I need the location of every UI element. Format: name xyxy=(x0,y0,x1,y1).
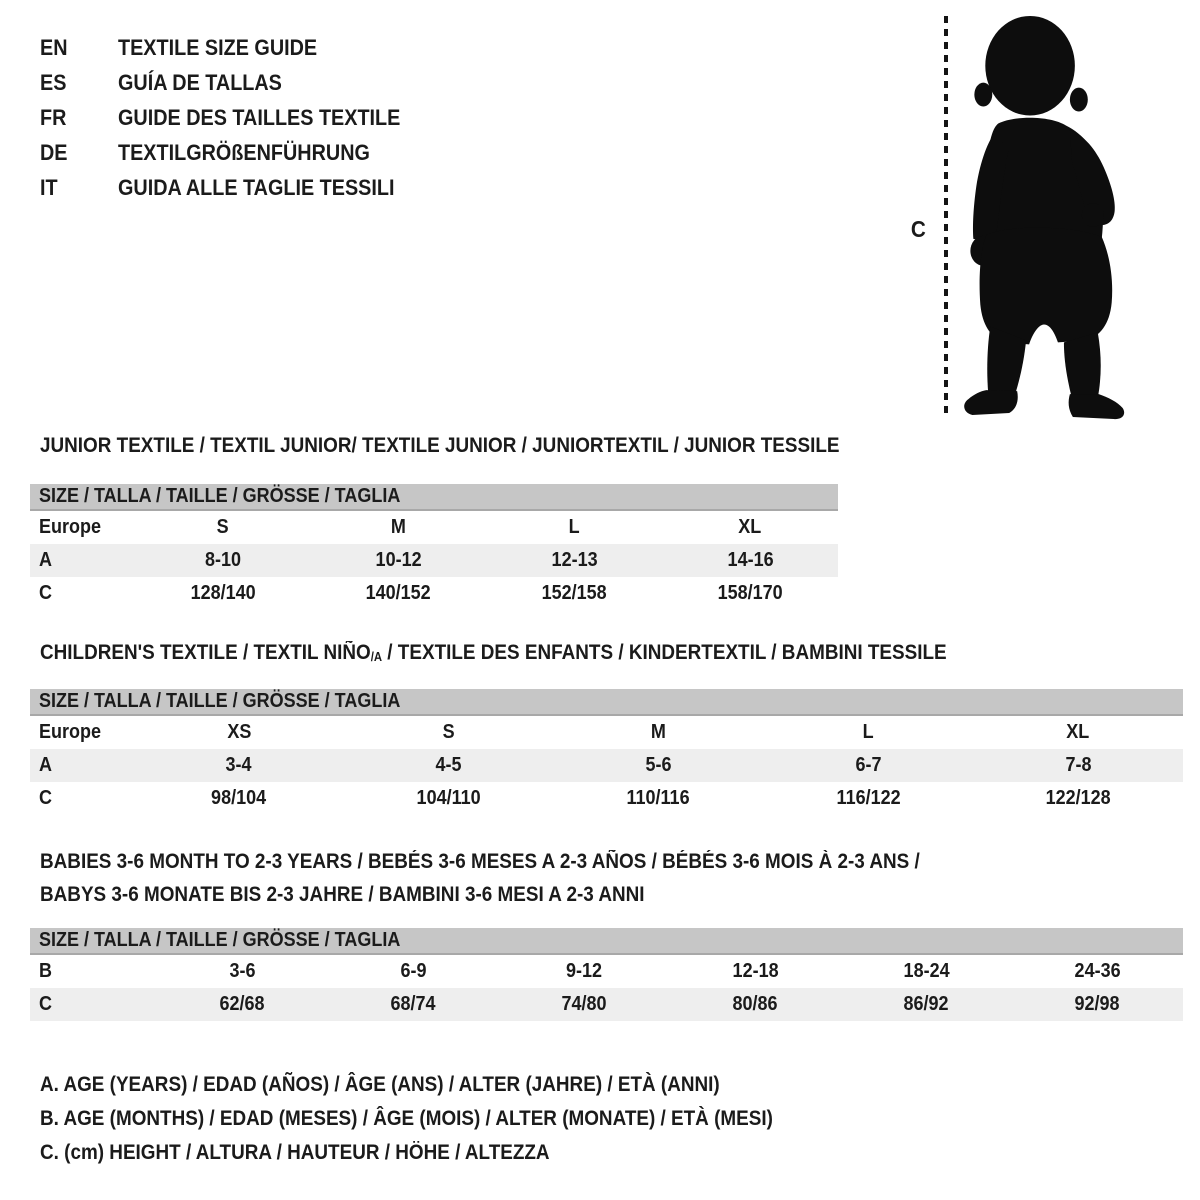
height-cell: 80/86 xyxy=(732,993,779,1015)
table-row-age xyxy=(30,544,838,577)
age-cell: 6-7 xyxy=(855,754,882,776)
table-row-height xyxy=(30,577,838,610)
height-measure-dashed-line xyxy=(944,16,948,418)
size-cell: S xyxy=(216,516,229,538)
children-size-table xyxy=(30,689,1183,815)
height-cell: 158/170 xyxy=(717,582,783,604)
size-cell: L xyxy=(568,516,580,538)
lang-code: IT xyxy=(40,174,58,200)
height-cell: 152/158 xyxy=(541,582,607,604)
toddler-silhouette-icon xyxy=(952,12,1142,420)
height-cell: 128/140 xyxy=(190,582,256,604)
height-cell: 62/68 xyxy=(219,993,266,1015)
age-cell: 3-4 xyxy=(225,754,252,776)
table-row-europe xyxy=(30,716,1183,749)
size-header-bar: SIZE / TALLA / TAILLE / GRÖSSE / TAGLIA xyxy=(30,484,838,511)
height-cell: 68/74 xyxy=(390,993,437,1015)
height-cell: 110/116 xyxy=(626,787,691,809)
lang-row-it xyxy=(40,170,432,205)
lang-row-fr xyxy=(40,100,432,135)
lang-label: GUIDA ALLE TAGLIE TESSILI xyxy=(118,174,395,200)
legend-line-a: A. AGE (YEARS) / EDAD (AÑOS) / ÂGE (ANS) / ALTER (JAHRE) / ETÀ (ANNI) xyxy=(40,1073,720,1096)
table-row-age xyxy=(30,749,1183,782)
height-cell: 86/92 xyxy=(903,993,950,1015)
row-label: Europe xyxy=(39,721,102,743)
height-cell: 74/80 xyxy=(561,993,608,1015)
height-cell: 98/104 xyxy=(211,787,267,809)
table-row-age-months xyxy=(30,955,1183,988)
size-cell: XL xyxy=(738,516,762,538)
lang-label: GUIDE DES TAILLES TEXTILE xyxy=(118,104,401,130)
size-cell: S xyxy=(442,721,455,743)
section-title-junior: JUNIOR TEXTILE / TEXTIL JUNIOR/ TEXTILE JUNIOR / JUNIORTEXTIL / JUNIOR TESSILE xyxy=(40,434,840,457)
title-line-1: BABIES 3-6 MONTH TO 2-3 YEARS / BEBÉS 3-6 MESES A 2-3 AÑOS / BÉBÉS 3-6 MOIS À 2-3 ANS / xyxy=(40,850,920,873)
section-title-babies xyxy=(40,845,1018,911)
lang-row-de xyxy=(40,135,432,170)
legend-line-c: C. (cm) HEIGHT / ALTURA / HAUTEUR / HÖHE / ALTEZZA xyxy=(40,1141,550,1164)
height-cell: 122/128 xyxy=(1045,787,1111,809)
age-cell: 14-16 xyxy=(727,549,774,571)
height-cell: 104/110 xyxy=(416,787,481,809)
babies-size-table xyxy=(30,928,1183,1021)
lang-label: TEXTILGRÖßENFÜHRUNG xyxy=(118,139,370,165)
row-label: C xyxy=(39,787,53,809)
age-cell: 4-5 xyxy=(435,754,462,776)
table-row-height xyxy=(30,988,1183,1021)
row-label: C xyxy=(39,582,53,604)
table-row-europe xyxy=(30,511,838,544)
legend xyxy=(40,1068,854,1170)
row-label: Europe xyxy=(39,516,102,538)
legend-line-b: B. AGE (MONTHS) / EDAD (MESES) / ÂGE (MOIS) / ALTER (MONATE) / ETÀ (MESI) xyxy=(40,1107,773,1130)
size-header-bar: SIZE / TALLA / TAILLE / GRÖSSE / TAGLIA xyxy=(30,928,1183,955)
section-title-children xyxy=(40,640,1047,668)
table-row-height xyxy=(30,782,1183,815)
row-label: A xyxy=(39,549,53,571)
size-cell: XS xyxy=(226,721,251,743)
age-cell: 7-8 xyxy=(1065,754,1092,776)
size-cell: XL xyxy=(1066,721,1090,743)
title-sub: /A xyxy=(370,650,383,664)
title-lead: CHILDREN'S TEXTILE / TEXTIL NIÑO xyxy=(40,641,371,664)
age-cell: 18-24 xyxy=(903,960,950,982)
age-cell: 8-10 xyxy=(204,549,241,571)
title-line-2: BABYS 3-6 MONATE BIS 2-3 JAHRE / BAMBINI 3-6 MESI A 2-3 ANNI xyxy=(40,883,645,906)
height-cell: 140/152 xyxy=(366,582,432,604)
age-cell: 3-6 xyxy=(229,960,256,982)
row-label: C xyxy=(39,993,53,1015)
age-cell: 5-6 xyxy=(645,754,672,776)
lang-code: ES xyxy=(40,69,67,95)
lang-row-en xyxy=(40,30,432,65)
age-cell: 9-12 xyxy=(566,960,603,982)
age-cell: 24-36 xyxy=(1074,960,1121,982)
lang-row-es xyxy=(40,65,432,100)
language-list xyxy=(40,30,432,205)
lang-code: EN xyxy=(40,34,68,60)
lang-label: GUÍA DE TALLAS xyxy=(118,69,282,95)
age-cell: 6-9 xyxy=(400,960,427,982)
lang-code: FR xyxy=(40,104,67,130)
height-cell: 116/122 xyxy=(836,787,901,809)
lang-code: DE xyxy=(40,139,68,165)
size-cell: M xyxy=(650,721,666,743)
junior-size-table xyxy=(30,484,838,610)
height-cell: 92/98 xyxy=(1074,993,1121,1015)
row-label: A xyxy=(39,754,53,776)
age-cell: 12-13 xyxy=(551,549,598,571)
title-tail: / TEXTILE DES ENFANTS / KINDERTEXTIL / BAMBINI TESSILE xyxy=(382,641,947,664)
age-cell: 10-12 xyxy=(375,549,422,571)
size-header-bar: SIZE / TALLA / TAILLE / GRÖSSE / TAGLIA xyxy=(30,689,1183,716)
row-label: B xyxy=(39,960,53,982)
age-cell: 12-18 xyxy=(732,960,779,982)
size-cell: L xyxy=(862,721,874,743)
size-cell: M xyxy=(391,516,407,538)
measure-label-c: C xyxy=(910,216,926,242)
lang-label: TEXTILE SIZE GUIDE xyxy=(118,34,318,60)
